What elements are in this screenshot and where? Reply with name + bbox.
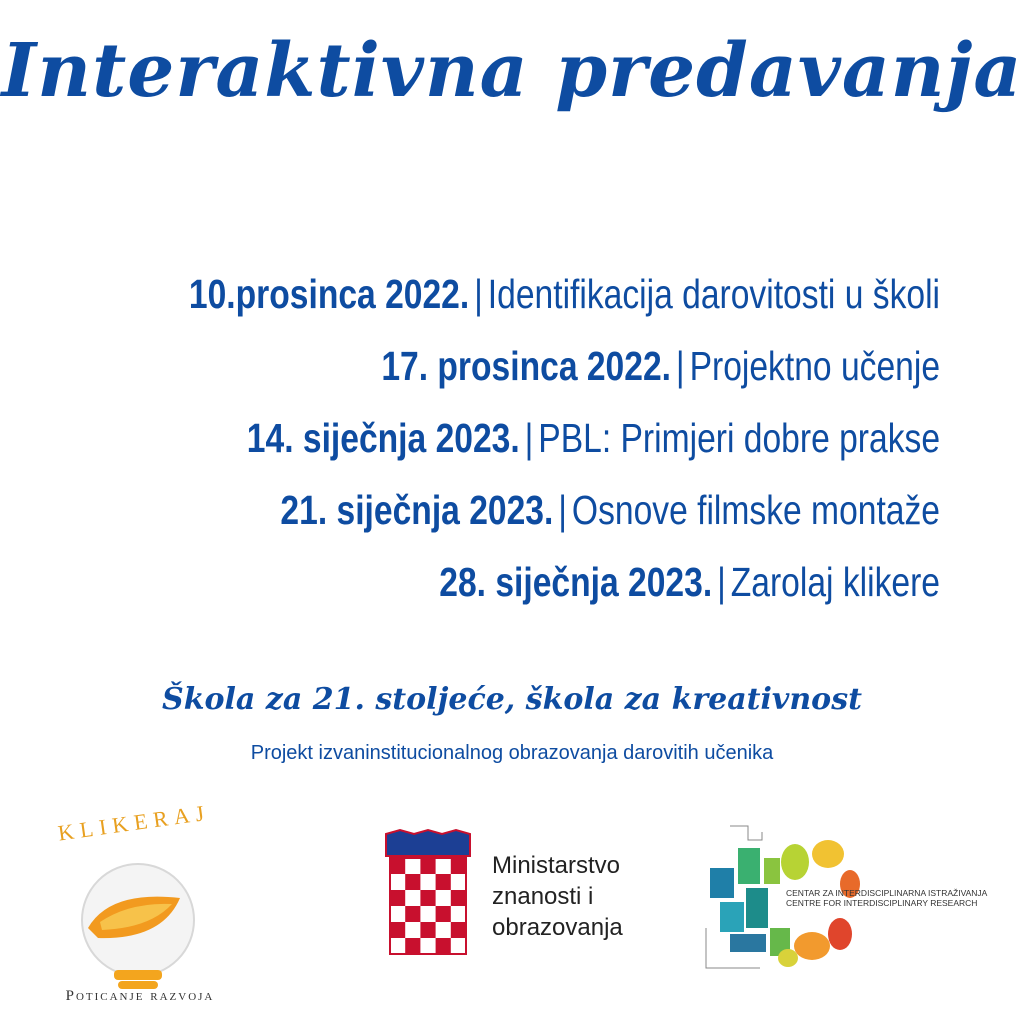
event-topic: Osnove filmske montaže [571, 487, 940, 533]
lightbulb-icon [40, 790, 230, 990]
ministry-name: Ministarstvo znanosti i obrazovanja [492, 852, 623, 941]
event-list [24, 258, 940, 618]
event-date: 17. prosinca 2022. [381, 343, 671, 389]
ministry-logo [380, 828, 660, 958]
cir-name-en: CENTRE FOR INTERDISCIPLINARY RESEARCH [786, 898, 978, 908]
page-title: Interaktivna predavanja [1, 28, 1023, 114]
event-date: 14. siječnja 2023. [246, 415, 520, 461]
klikeraj-logo [40, 790, 230, 1010]
event-topic: Identifikacija darovitosti u školi [487, 271, 940, 317]
event-date: 10.prosinca 2022. [188, 271, 470, 317]
event-date: 28. siječnja 2023. [439, 559, 713, 605]
event-separator: | [558, 487, 567, 533]
event-date: 21. siječnja 2023. [280, 487, 554, 533]
cir-name-hr: CENTAR ZA INTERDISCIPLINARNA ISTRAŽIVANJA [786, 888, 988, 898]
cir-name [786, 888, 987, 908]
event-separator: | [524, 415, 534, 461]
klikeraj-name: KLIKERAJ [56, 799, 212, 846]
event-topic: Projektno učenje [689, 343, 940, 389]
event-separator: | [474, 271, 483, 317]
croatian-coat-of-arms-icon [380, 828, 480, 958]
event-separator: | [717, 559, 726, 605]
event-item [189, 474, 940, 546]
event-topic: PBL: Primjeri dobre prakse [538, 415, 940, 461]
event-item [189, 402, 940, 474]
event-separator: | [675, 343, 685, 389]
event-item [189, 330, 940, 402]
subtitle: Škola za 21. stoljeće, škola za kreativnost [162, 682, 862, 717]
event-topic: Zarolaj klikere [730, 559, 940, 605]
event-item [189, 258, 940, 330]
event-item [189, 546, 940, 618]
cir-logo [700, 818, 988, 978]
klikeraj-tagline: Poticanje razvoja [65, 988, 215, 1004]
project-line: Projekt izvaninstitucionalnog obrazovanja darovitih učenika [250, 742, 774, 764]
